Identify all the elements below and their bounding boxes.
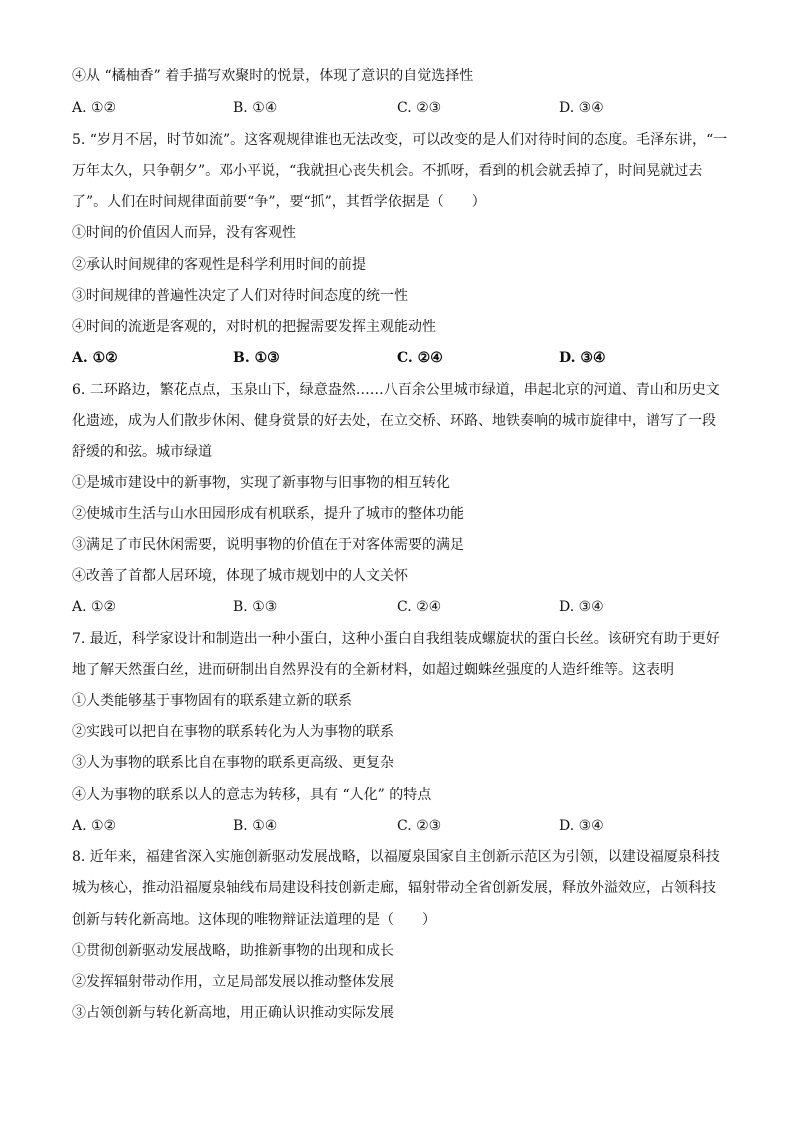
- q4-option-b: B. ①④: [233, 100, 278, 116]
- q5-stem-line-3: 了”。人们在时间规律面前要“争”，要“抓”，其哲学依据是（ ）: [72, 194, 486, 210]
- q7-stem-line-2: 地了解天然蛋白丝，进而研制出自然界没有的全新材料，如超过蜘蛛丝强度的人造纤维等。这表明: [72, 662, 674, 678]
- q5-statement-1: ①时间的价值因人而异，没有客观性: [72, 225, 296, 241]
- q6-statement-4: ④改善了首都人居环境，体现了城市规划中的人文关怀: [72, 568, 408, 584]
- q6-stem-line-3: 舒缓的和弦。城市绿道: [72, 444, 212, 460]
- q7-option-c: C. ②③: [397, 818, 442, 834]
- q6-option-b: B. ①③: [233, 599, 278, 615]
- q8-statement-1: ①贯彻创新驱动发展战略，助推新事物的出现和成长: [72, 943, 394, 959]
- q8-stem-line-3: 创新与转化新高地。这体现的唯物辩证法道理的是（ ）: [72, 912, 436, 928]
- q4-options: [72, 98, 732, 118]
- q5-option-d: D. ③④: [559, 350, 606, 366]
- q4-statement-4: ④从 “橘柚香” 着手描写欢聚时的悦景，体现了意识的自觉选择性: [72, 68, 474, 84]
- q5-option-b: B. ①③: [233, 350, 280, 366]
- q8-statement-2: ②发挥辐射带动作用，立足局部发展以推动整体发展: [72, 974, 394, 990]
- q6-options: [72, 597, 732, 617]
- q8-statement-3: ③占领创新与转化新高地，用正确认识推动实际发展: [72, 1005, 394, 1021]
- q7-option-b: B. ①④: [233, 818, 278, 834]
- q5-option-a: A. ①②: [72, 350, 118, 366]
- q5-stem-line-2: 万年太久，只争朝夕”。邓小平说，“我就担心丧失机会。不抓呀，看到的机会就丢掉了，时间晃就过去: [72, 163, 703, 179]
- q6-statement-2: ②使城市生活与山水田园形成有机联系，提升了城市的整体功能: [72, 506, 464, 522]
- q6-option-c: C. ②④: [397, 599, 442, 615]
- q6-stem-line-1: 6. 二环路边，繁花点点，玉泉山下，绿意盎然……八百余公里城市绿道，串起北京的河道、青山和历史文: [72, 382, 720, 398]
- q5-option-c: C. ②④: [397, 350, 443, 366]
- q6-stem-line-2: 化遗迹，成为人们散步休闲、健身赏景的好去处，在立交桥、环路、地铁奏响的城市旋律中，谱写了一段: [72, 413, 716, 429]
- q5-options: [72, 348, 732, 368]
- q5-statement-2: ②承认时间规律的客观性是科学利用时间的前提: [72, 257, 366, 273]
- q7-statement-2: ②实践可以把自在事物的联系转化为人为事物的联系: [72, 724, 394, 740]
- q6-option-d: D. ③④: [559, 599, 604, 615]
- q5-stem-line-1: 5. “岁月不居，时节如流”。这客观规律谁也无法改变，可以改变的是人们对待时间的态度。毛泽东讲，“一: [72, 132, 728, 148]
- q4-option-c: C. ②③: [397, 100, 442, 116]
- q6-statement-3: ③满足了市民休闲需要，说明事物的价值在于对客体需要的满足: [72, 537, 464, 553]
- q7-option-a: A. ①②: [72, 818, 117, 834]
- q7-options: [72, 816, 732, 836]
- q7-statement-3: ③人为事物的联系比自在事物的联系更高级、更复杂: [72, 755, 394, 771]
- q5-statement-3: ③时间规律的普遍性决定了人们对待时间态度的统一性: [72, 288, 408, 304]
- q6-statement-1: ①是城市建设中的新事物，实现了新事物与旧事物的相互转化: [72, 475, 450, 491]
- q8-stem-line-2: 城为核心，推动沿福厦泉轴线布局建设科技创新走廊，辐射带动全省创新发展，释放外溢效应，占领科技: [72, 880, 716, 896]
- q7-statement-1: ①人类能够基于事物固有的联系建立新的联系: [72, 693, 352, 709]
- q7-stem-line-1: 7. 最近，科学家设计和制造出一种小蛋白，这种小蛋白自我组装成螺旋状的蛋白长丝。该研究有助于更好: [72, 631, 720, 647]
- q4-option-d: D. ③④: [559, 100, 604, 116]
- q5-statement-4: ④时间的流逝是客观的，对时机的把握需要发挥主观能动性: [72, 319, 436, 335]
- q7-statement-4: ④人为事物的联系以人的意志为转移，具有 “人化” 的特点: [72, 787, 432, 803]
- q6-option-a: A. ①②: [72, 599, 117, 615]
- q7-option-d: D. ③④: [559, 818, 604, 834]
- q4-option-a: A. ①②: [72, 100, 117, 116]
- q8-stem-line-1: 8. 近年来，福建省深入实施创新驱动发展战略，以福厦泉国家自主创新示范区为引领，以建设福厦泉科技: [72, 849, 720, 865]
